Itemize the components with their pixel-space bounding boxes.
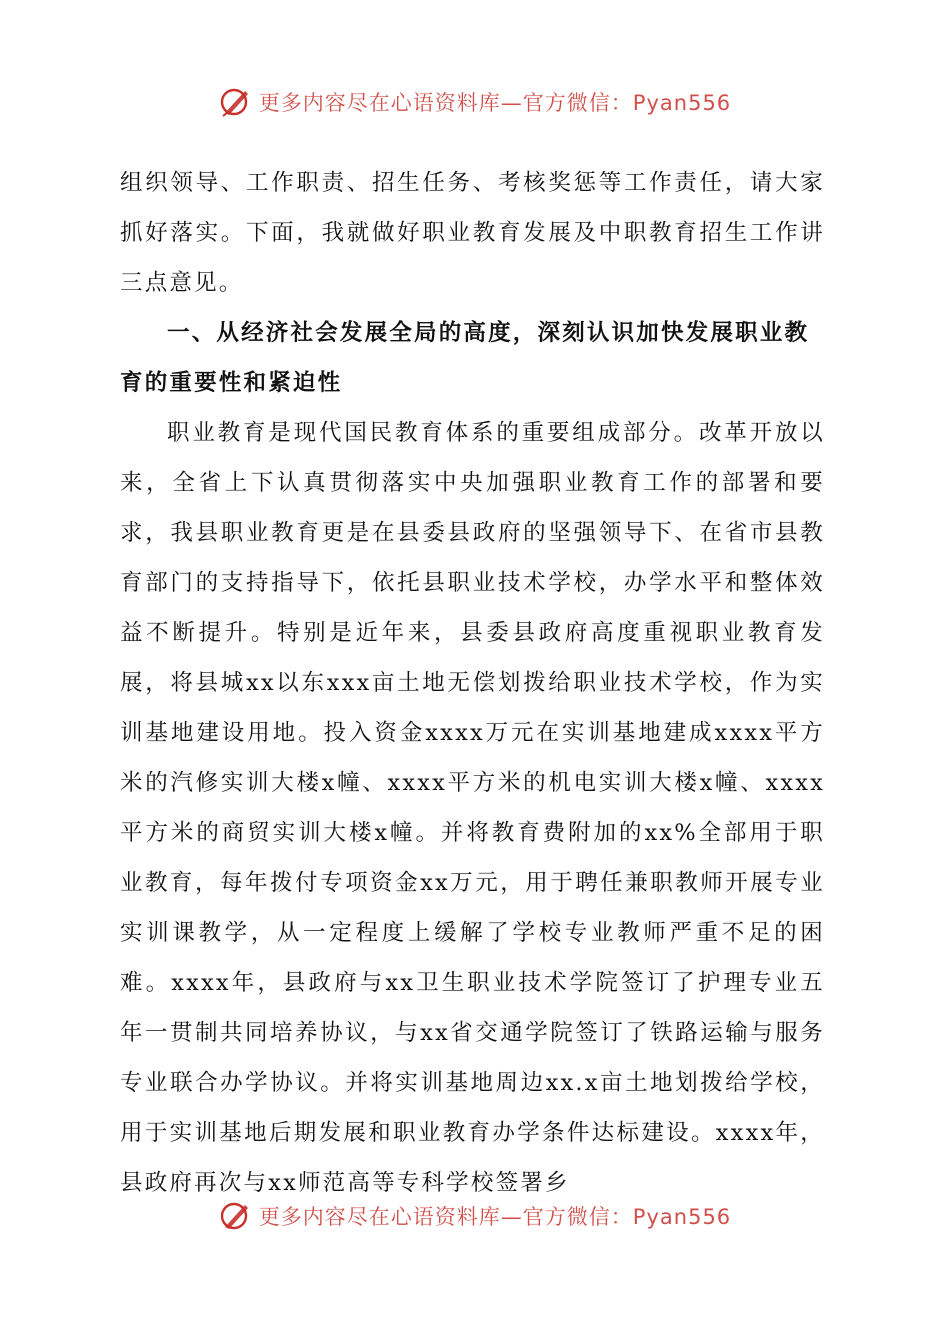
section-heading: 一、从经济社会发展全局的高度，深刻认识加快发展职业教育的重要性和紧迫性 [120,320,810,396]
paragraph: 组织领导、工作职责、招生任务、考核奖惩等工作责任，请大家抓好落实。下面，我就做好职业教育发展及中职教育招生工作讲三点意见。 [120,170,825,296]
quill-pen-logo-icon [219,86,253,118]
quill-pen-logo-icon [219,1200,253,1230]
footer-banner [0,1200,950,1230]
document-body [120,158,825,1208]
header-banner [0,82,950,122]
banner-text: 更多内容尽在心语资料库—官方微信：Pyan556 [258,1205,732,1229]
paragraph: 职业教育是现代国民教育体系的重要组成部分。改革开放以来，全省上下认真贯彻落实中央加强职业教育工作的部署和要求，我县职业教育更是在县委县政府的坚强领导下、在省市县教育部门的支持指导下，依托县职业技术学校，办学水平和整体效益不断提升。特别是近年来，县委县政府高度重视职业教育发展，将县城xx以东xxx亩土地无偿划拨给职业技术学校，作为实训基地建设用地。投入资金xxxx万元在实训基地建成xxxx平方米的汽修实训大楼x幢、xxxx平方米的机电实训大楼x幢、xxxx平方米的商贸实训大楼x幢。并将教育费附加的xx%全部用于职业教育，每年拨付专项资金xx万元，用于聘任兼职教师开展专业实训课教学，从一定程度上缓解了学校专业教师严重不足的困难。xxxx年，县政府与xx卫生职业技术学院签订了护理专业五年一贯制共同培养协议，与xx省交通学院签订了铁路运输与服务专业联合办学协议。并将实训基地周边xx.x亩土地划拨给学校，用于实训基地后期发展和职业教育办学条件达标建设。xxxx年，县政府再次与xx师范高等专科学校签署乡 [120,420,825,1196]
banner-text: 更多内容尽在心语资料库—官方微信：Pyan556 [258,91,732,115]
